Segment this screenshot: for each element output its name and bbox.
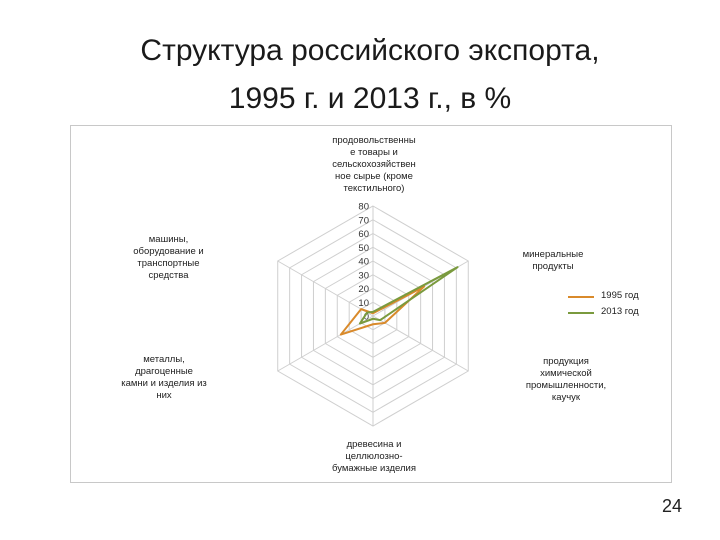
category-label [99, 354, 229, 402]
category-label [511, 356, 621, 404]
category-label-line: сельскохозяйствен [332, 159, 416, 170]
category-label-line: средства [148, 270, 189, 281]
legend-label-1995: 1995 год [601, 290, 639, 301]
radial-tick-label: 60 [358, 229, 369, 240]
radial-tick-label: 70 [358, 215, 369, 227]
category-label-line: оборудование и [133, 246, 204, 257]
category-label-line: драгоценные [135, 366, 193, 377]
radar-chart [70, 125, 672, 483]
category-label-line: древесина и [346, 439, 402, 450]
category-label [111, 234, 226, 282]
category-label-line: каучук [551, 392, 581, 403]
category-label [309, 135, 439, 195]
radial-tick-label: 40 [358, 256, 369, 268]
category-label-line: бумажные изделия [331, 463, 416, 474]
slide-title-line2: 1995 г. и 2013 г., в % [228, 82, 512, 115]
category-label-line: машины, [148, 234, 189, 245]
category-label-line: целлюлозно- [345, 451, 403, 462]
radial-tick-label: 20 [358, 284, 369, 295]
radial-tick-label: 80 [358, 201, 369, 213]
category-label-line: ное сырье (кроме [335, 171, 413, 182]
category-label-line: продовольственны [332, 135, 416, 146]
category-label-line: металлы, [143, 354, 185, 365]
category-label-line: минеральные [522, 249, 584, 260]
category-label-line: е товары и [350, 147, 398, 158]
slide-title-line1: Структура российского экспорта, [140, 34, 600, 67]
legend-line-2013 [568, 312, 594, 314]
page-number: 24 [661, 496, 682, 516]
category-label-line: промышленности, [525, 380, 607, 391]
category-label-line: них [156, 390, 172, 401]
radial-tick-label: 10 [358, 297, 369, 309]
category-label-line: продукция [543, 356, 589, 367]
legend-label-2013: 2013 год [601, 306, 639, 317]
radial-tick-label: 0 [363, 311, 369, 323]
category-label [503, 249, 603, 273]
radial-tick-label: 30 [358, 270, 369, 282]
category-label-line: камни и изделия из [121, 378, 207, 389]
category-label-line: текстильного) [343, 183, 405, 194]
category-label-line: химической [540, 368, 592, 379]
category-label [309, 439, 439, 475]
legend-line-1995 [568, 296, 594, 298]
radial-tick-label: 50 [358, 242, 369, 254]
category-label-line: продукты [532, 261, 574, 272]
category-label-line: транспортные [137, 258, 200, 269]
